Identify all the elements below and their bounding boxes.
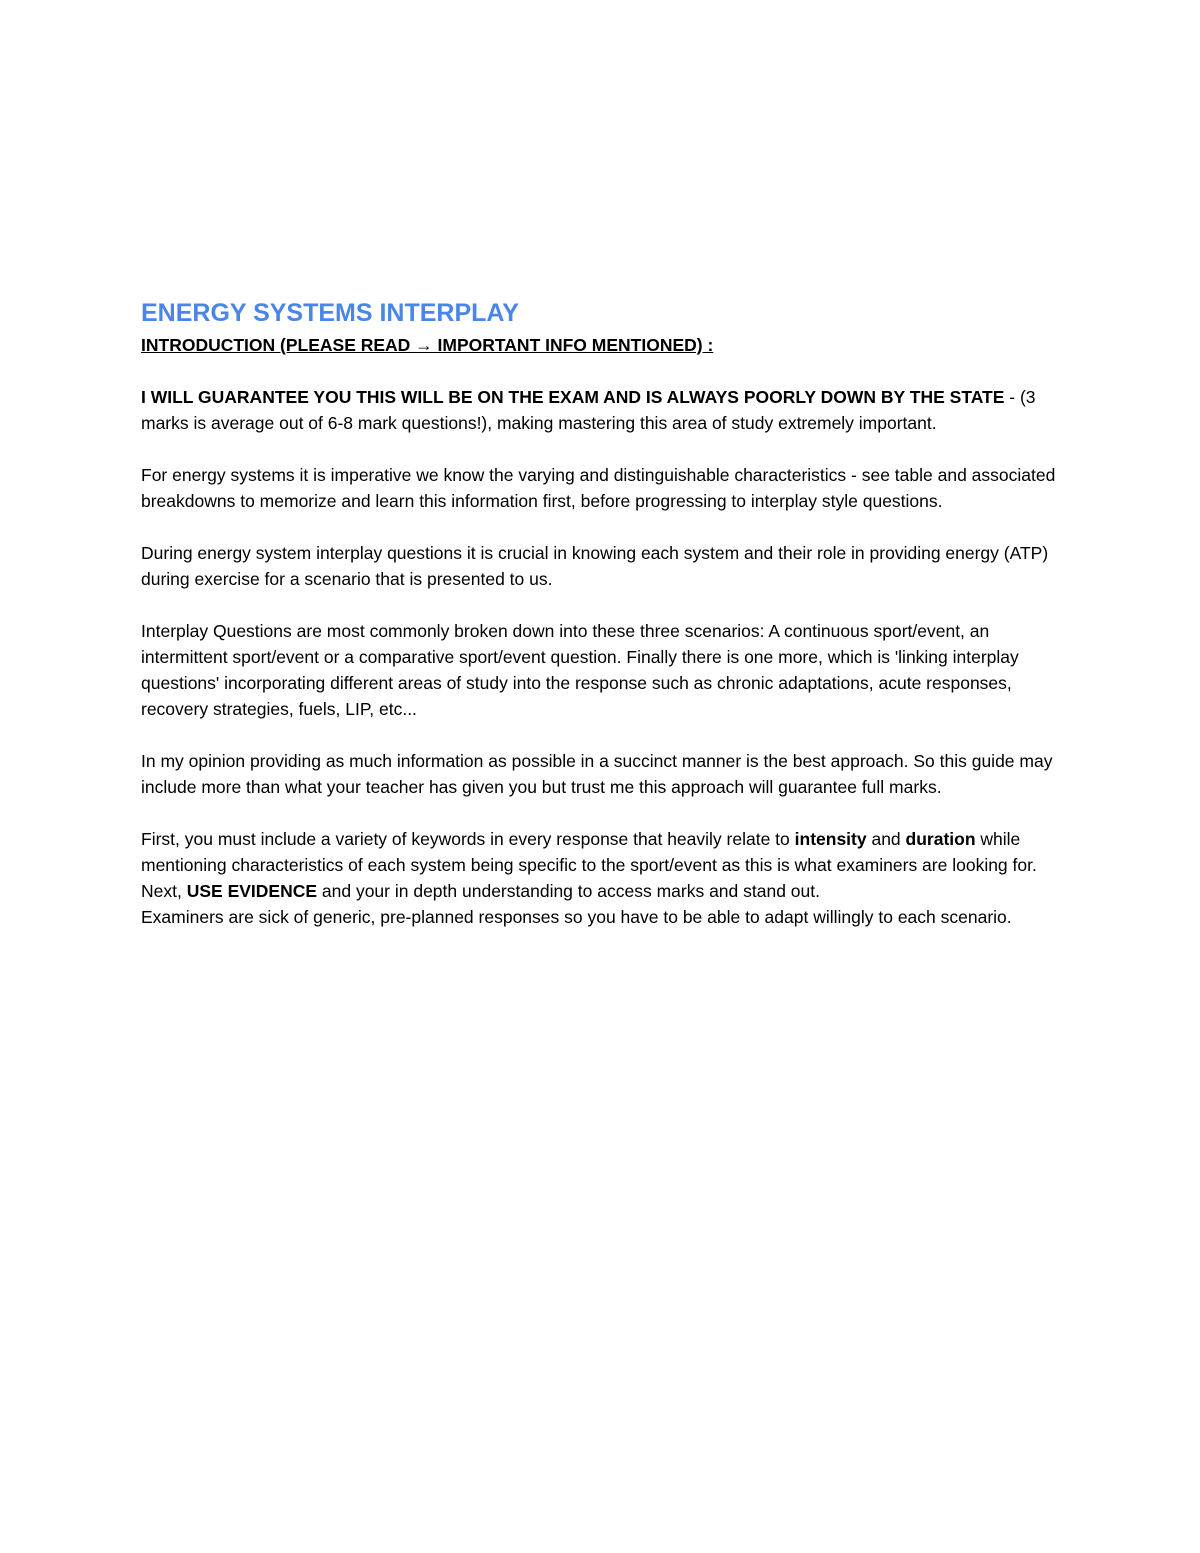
paragraph-examiners: Examiners are sick of generic, pre-planned responses so you have to be able to adapt willingly to each scenario. (141, 907, 1012, 927)
paragraph-exam-guarantee (141, 384, 1061, 436)
keyword-duration: duration (905, 829, 976, 849)
exam-guarantee-text: - (3 marks is average out of 6-8 mark questions!), making mastering this area of study extremely important. (141, 387, 1036, 433)
exam-guarantee-bold: I WILL GUARANTEE YOU THIS WILL BE ON THE EXAM AND IS ALWAYS POORLY DOWN BY THE STATE (141, 387, 1005, 407)
keyword-intensity: intensity (794, 829, 867, 849)
keywords-text-4: and your in depth understanding to access marks and stand out. (317, 881, 820, 901)
paragraph-keywords (141, 826, 1061, 904)
keyword-use-evidence: USE EVIDENCE (186, 881, 318, 901)
paragraph-system-roles: During energy system interplay questions it is crucial in knowing each system and their role in providing energy (ATP) during exercise for a scenario that is presented to us. (141, 543, 1049, 589)
paragraph-characteristics: For energy systems it is imperative we know the varying and distinguishable characteristics - see table and associated breakdowns to memorize and learn this information first, before progressing to interplay style questions. (141, 465, 1056, 511)
section-heading: INTRODUCTION (PLEASE READ → IMPORTANT INFO MENTIONED) : (141, 335, 714, 355)
keywords-text-3: while mentioning characteristics of each system being specific to the sport/event as this is what examiners are looking for. Next, (141, 829, 1037, 901)
paragraph-scenarios: Interplay Questions are most commonly broken down into these three scenarios: A continuous sport/event, an intermittent sport/event or a comparative sport/event question. Finally there is one more, which is 'linking interplay questions' incorporating different areas of study into the response such as chronic adaptations, acute responses, recovery strategies, fuels, LIP, etc... (141, 621, 1019, 719)
page-title: ENERGY SYSTEMS INTERPLAY (141, 299, 519, 327)
keywords-text-2: and (866, 829, 906, 849)
document-page (141, 296, 1061, 930)
keywords-text-1: First, you must include a variety of keywords in every response that heavily relate to (141, 829, 795, 849)
paragraph-opinion: In my opinion providing as much information as possible in a succinct manner is the best approach. So this guide may include more than what your teacher has given you but trust me this approach will guarantee full marks. (141, 751, 1053, 797)
